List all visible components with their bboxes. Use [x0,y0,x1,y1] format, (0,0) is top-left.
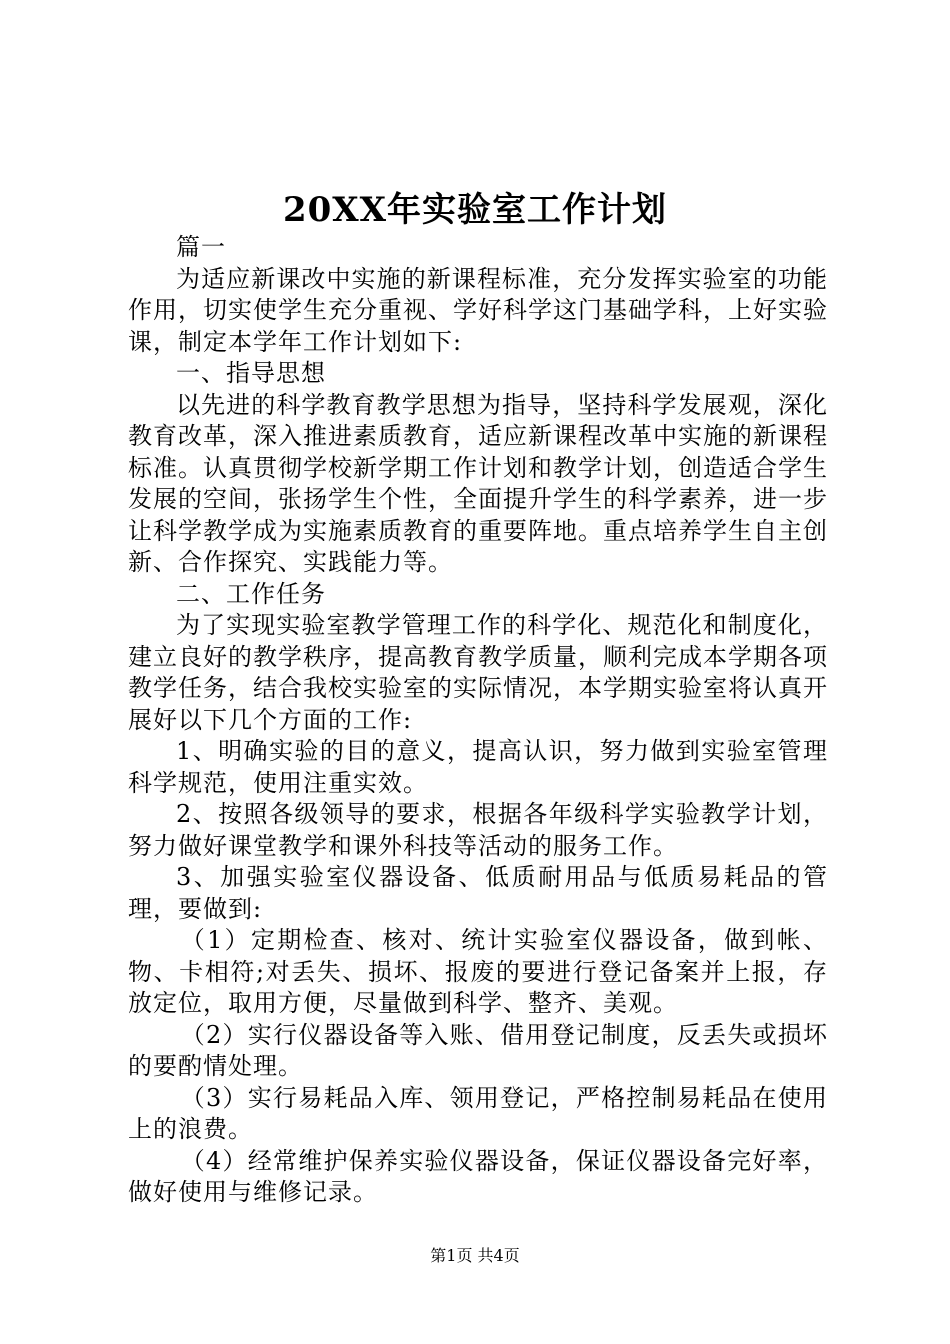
sub-item-4: （4）经常维护保养实验仪器设备，保证仪器设备完好率，做好使用与维修记录。 [128,1146,828,1206]
task-item-3: 3、加强实验室仪器设备、低质耐用品与低质易耗品的管理，要做到: [128,863,828,923]
sub-item-3: （3）实行易耗品入库、领用登记，严格控制易耗品在使用上的浪费。 [128,1083,828,1143]
heading-guiding-ideology: 一、指导思想 [176,359,326,387]
sub-item-2: （2）实行仪器设备等入账、借用登记制度，反丢失或损坏的要酌情处理。 [128,1020,828,1080]
page-footer: 第1页 共4页 [430,1246,520,1265]
task-item-1: 1、明确实验的目的意义，提高认识，努力做到实验室管理科学规范，使用注重实效。 [128,737,828,797]
intro-paragraph: 为适应新课改中实施的新课程标准，充分发挥实验室的功能作用，切实使学生充分重视、学好科学这门基础学科，上好实验课，制定本学年工作计划如下: [128,264,828,356]
work-tasks-paragraph: 为了实现实验室教学管理工作的科学化、规范化和制度化，建立良好的教学秩序，提高教育教学质量，顺利完成本学期各项教学任务，结合我校实验室的实际情况，本学期实验室将认真开展好以下几个方面的工作: [128,611,828,734]
task-item-2: 2、按照各级领导的要求，根据各年级科学实验教学计划，努力做好课堂教学和课外科技等活动的服务工作。 [128,800,828,860]
document-body [128,232,828,1209]
heading-work-tasks: 二、工作任务 [176,579,326,608]
document-title: 20XX年实验室工作计划 [282,190,668,230]
guiding-ideology-paragraph: 以先进的科学教育教学思想为指导，坚持科学发展观，深化教育改革，深入推进素质教育，适应新课程改革中实施的新课程标准。认真贯彻学校新学期工作计划和教学计划，创造适合学生发展的空间，张扬学生个性，全面提升学生的科学素养，进一步让科学教学成为实施素质教育的重要阵地。重点培养学生自主创新、合作探究、实践能力等。 [128,390,828,576]
section-label: 篇一 [176,233,226,261]
sub-item-1: （1）定期检查、核对、统计实验室仪器设备，做到帐、物、卡相符;对丢失、损坏、报废的要进行登记备案并上报，存放定位，取用方便，尽量做到科学、整齐、美观。 [128,926,828,1017]
